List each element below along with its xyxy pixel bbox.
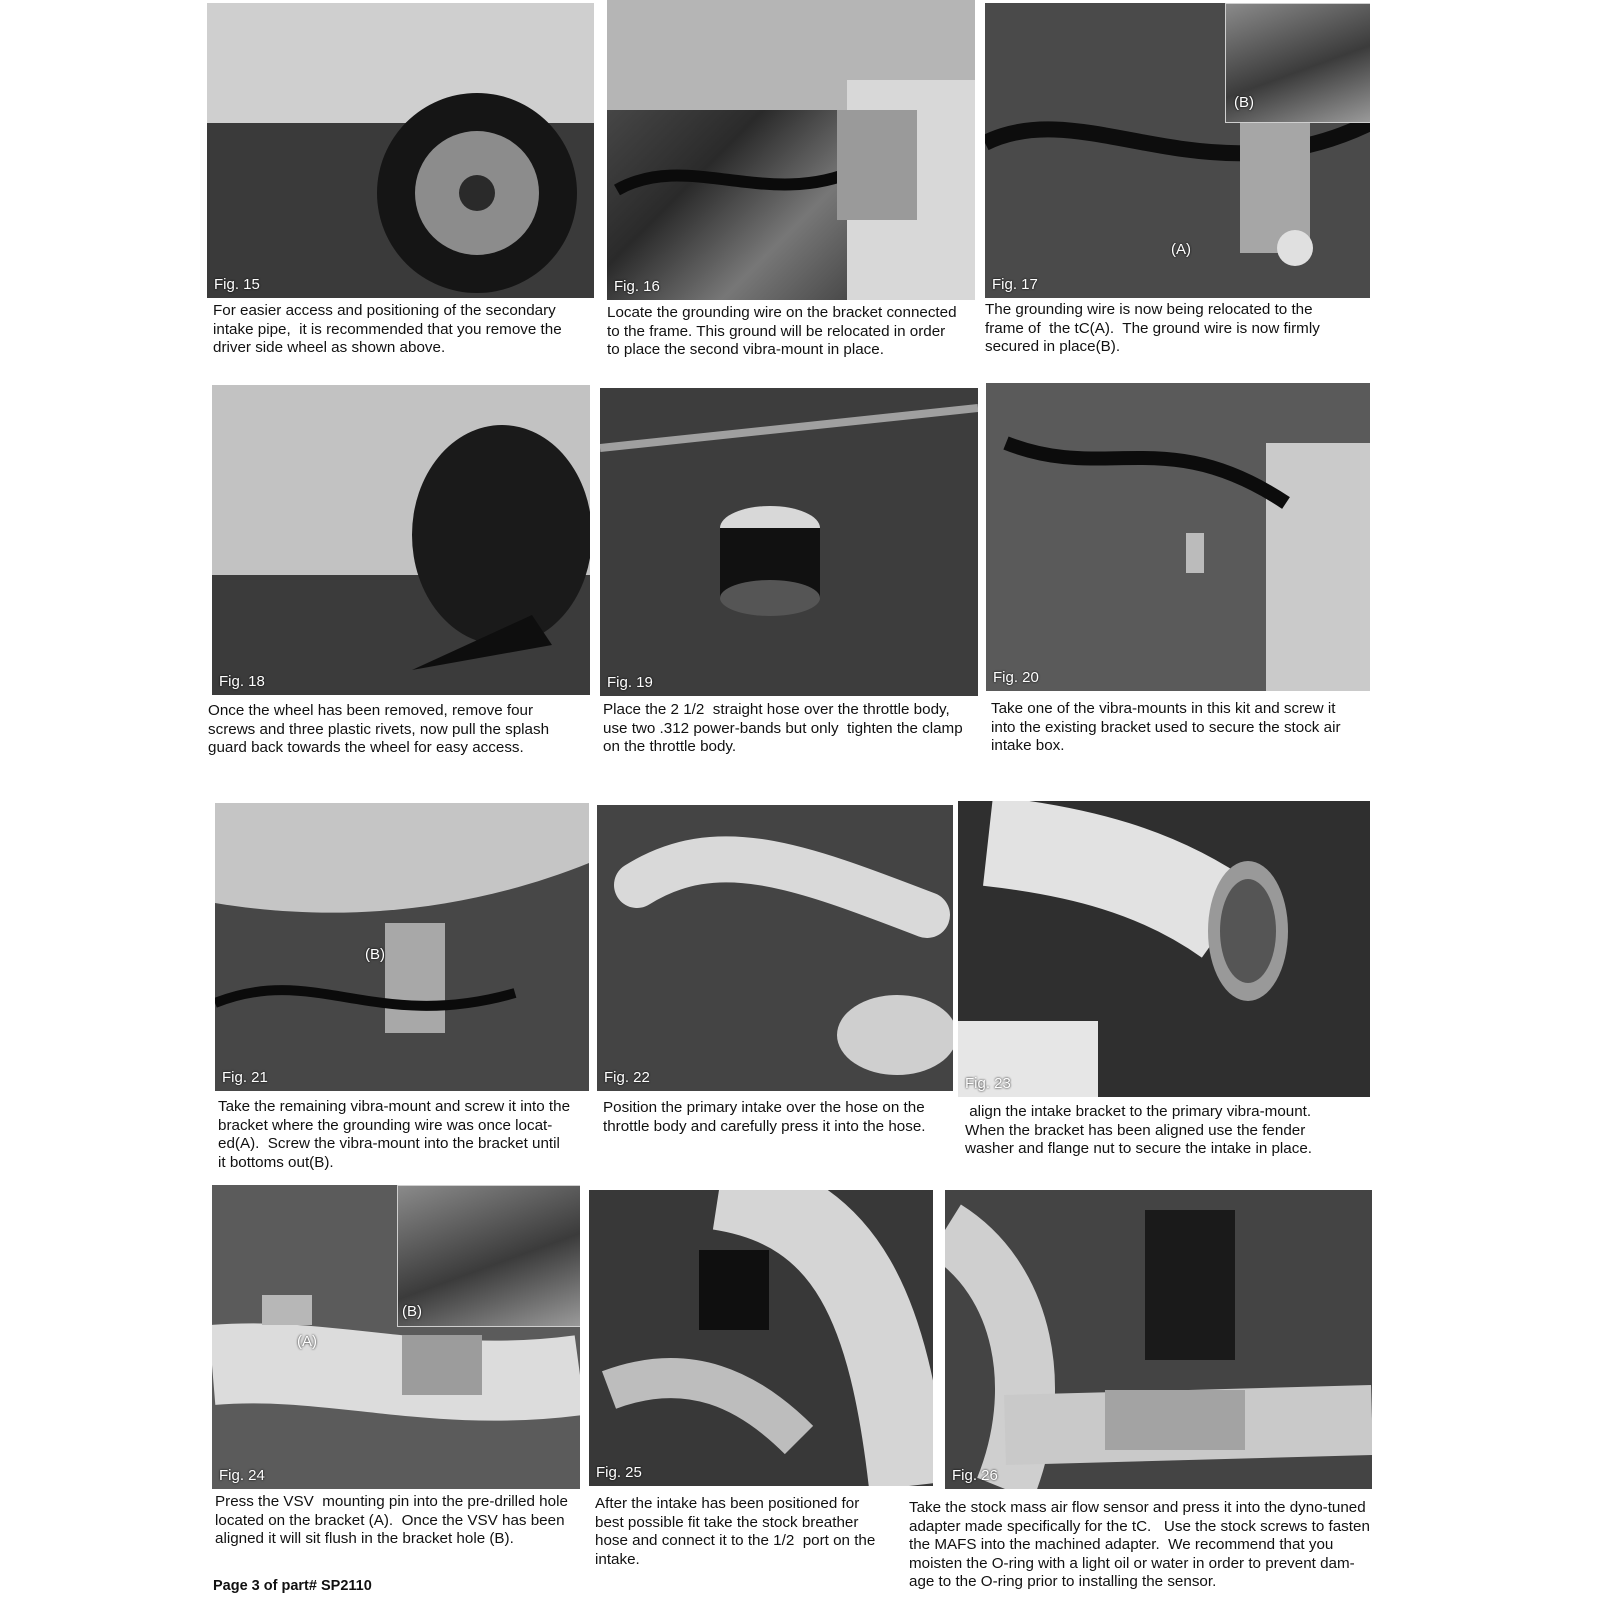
figure-label: Fig. 18: [219, 673, 265, 690]
figure-25-caption: After the intake has been positioned for best possible fit take the stock breather hose and connect it to the 1/2 port on the intake.: [595, 1495, 876, 1568]
figure-18-photo: [212, 385, 590, 695]
figure-15-caption: For easier access and positioning of the secondary intake pipe, it is recommended that you remove the driver side wheel as shown above.: [213, 302, 562, 356]
figure-26-caption: Take the stock mass air flow sensor and press it into the dyno-tuned adapter made specifically for the tC. Use the stock screws to fasten the MAFS into the machined adapter. We recommend that you moisten the O-ring with a light oil or water in order to prevent dam- age to the O-ring prior to installing the sensor.: [909, 1499, 1370, 1590]
figure-label: Fig. 15: [214, 276, 260, 293]
figure-15-photo: [207, 3, 594, 298]
callout-b: (B): [1234, 94, 1254, 111]
figure-22-photo: [597, 805, 953, 1091]
figure-16-photo: [607, 0, 975, 300]
breather-hose-photo: [589, 1190, 933, 1486]
figure-23-photo: [958, 801, 1370, 1097]
figure-label: Fig. 22: [604, 1069, 650, 1086]
figure-20-caption: Take one of the vibra-mounts in this kit and screw it into the existing bracket used to secure the stock air intake box.: [991, 700, 1341, 754]
callout-a: (A): [1171, 241, 1191, 258]
callout-a: (A): [297, 1333, 317, 1350]
figure-18-caption: Once the wheel has been removed, remove four screws and three plastic rivets, now pull the splash guard back towards the wheel for easy access.: [208, 702, 550, 756]
figure-label: Fig. 16: [614, 278, 660, 295]
figure-17-photo: [985, 3, 1370, 298]
figure-label: Fig. 17: [992, 276, 1038, 293]
figure-label: Fig. 19: [607, 674, 653, 691]
figure-24-inset-b: [397, 1185, 580, 1327]
splash-guard-photo: [212, 385, 590, 695]
second-vibra-mount-photo: [215, 803, 589, 1091]
figure-label: Fig. 26: [952, 1467, 998, 1484]
intake-bracket-alignment-photo: [958, 801, 1370, 1097]
figure-label: Fig. 21: [222, 1069, 268, 1086]
primary-intake-placement-photo: [597, 805, 953, 1091]
figure-22-caption: Position the primary intake over the hose on the throttle body and carefully press it into the hose.: [603, 1099, 926, 1135]
callout-b: (B): [402, 1303, 422, 1320]
callout-b: (B): [365, 946, 385, 963]
throttle-body-hose-photo: [600, 388, 978, 696]
figure-16-caption: Locate the grounding wire on the bracket connected to the frame. This ground will be relocated in order to place the second vibra-mount in place.: [607, 304, 957, 358]
wheel-removal-photo: [207, 3, 594, 298]
figure-label: Fig. 24: [219, 1467, 265, 1484]
figure-19-caption: Place the 2 1/2 straight hose over the throttle body, use two .312 power-bands but only tighten the clamp on the throttle body.: [603, 701, 963, 755]
figure-24-photo: [212, 1185, 580, 1489]
figure-label: Fig. 23: [965, 1075, 1011, 1092]
figure-label: Fig. 20: [993, 669, 1039, 686]
figure-19-photo: [600, 388, 978, 696]
figure-26-photo: [945, 1190, 1372, 1489]
figure-17-inset-b: [1225, 3, 1370, 123]
figure-25-photo: [589, 1190, 933, 1486]
page-footer: Page 3 of part# SP2110: [213, 1578, 372, 1594]
figure-17-caption: The grounding wire is now being relocated to the frame of the tC(A). The ground wire is now firmly secured in place(B).: [985, 301, 1320, 355]
vibra-mount-bracket-photo: [986, 383, 1370, 691]
figure-21-photo: [215, 803, 589, 1091]
grounding-wire-bracket-photo: [607, 0, 975, 300]
figure-20-photo: [986, 383, 1370, 691]
mass-air-flow-sensor-photo: [945, 1190, 1372, 1489]
figure-label: Fig. 25: [596, 1464, 642, 1481]
figure-23-caption: align the intake bracket to the primary vibra-mount. When the bracket has been aligned use the fender washer and flange nut to secure the intake in place.: [965, 1103, 1313, 1157]
figure-24-caption: Press the VSV mounting pin into the pre-drilled hole located on the bracket (A). Once the VSV has been aligned it will sit flush in the bracket hole (B).: [215, 1493, 568, 1547]
figure-21-caption: Take the remaining vibra-mount and screw it into the bracket where the grounding wire was once locat- ed(A). Screw the vibra-mount into the bracket until it bottoms out(B).: [218, 1098, 571, 1171]
